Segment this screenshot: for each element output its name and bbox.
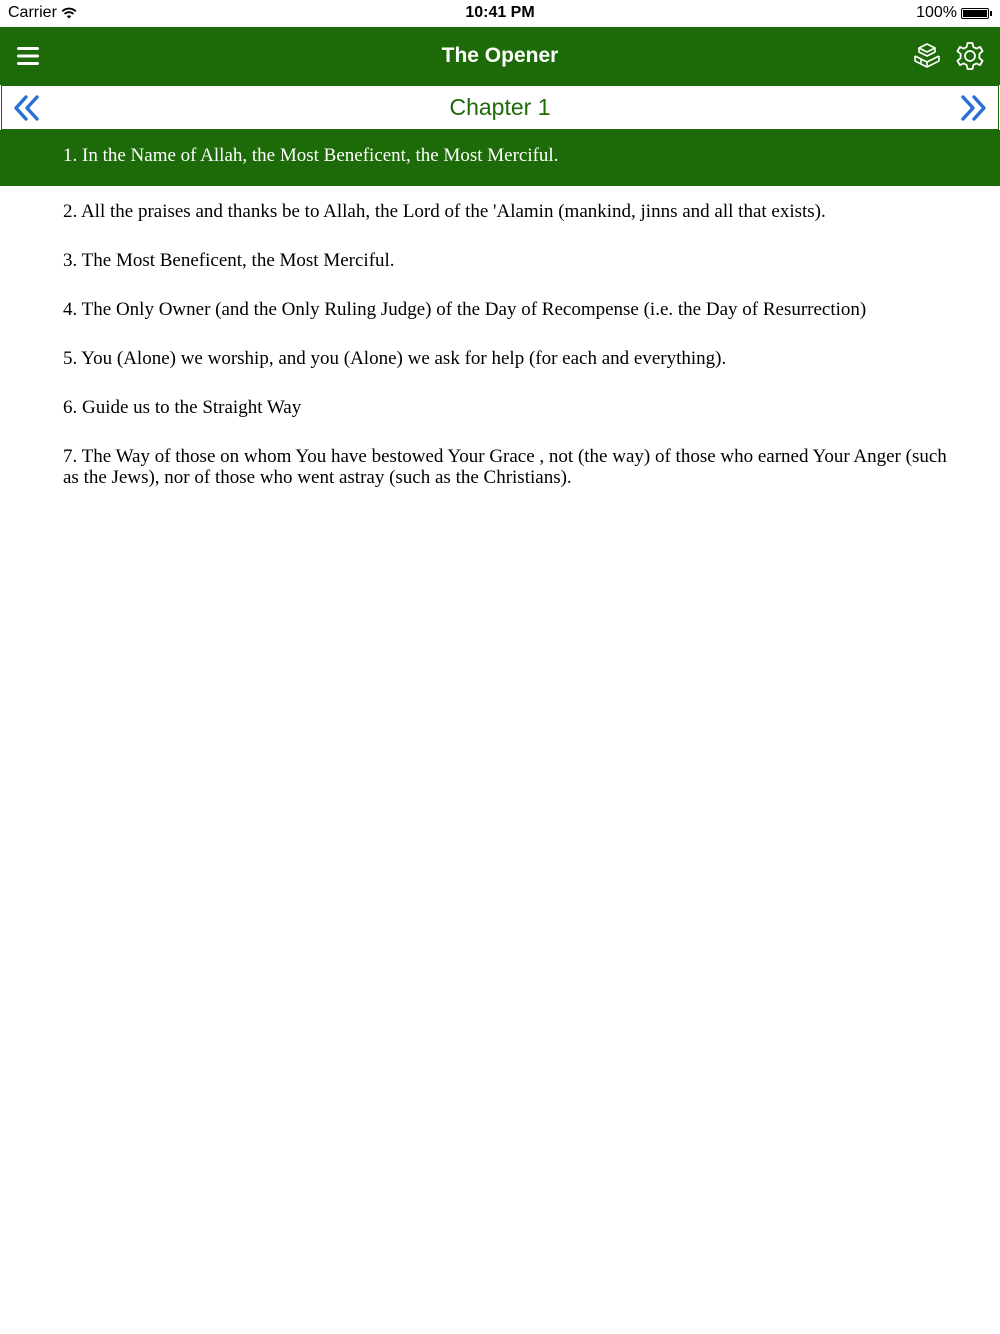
verse-item[interactable]: 4. The Only Owner (and the Only Ruling Judge) of the Day of Recompense (i.e. the Day of Resurrection) [63,299,867,320]
next-chapter-button[interactable] [959,94,987,122]
verse-item-selected[interactable]: 1. In the Name of Allah, the Most Beneficent, the Most Merciful. [0,130,1000,186]
verse-item[interactable]: 7. The Way of those on whom You have bestowed Your Grace , not (the way) of those who earned Your Anger (such as the Jews), nor of those who went astray (such as the Christians). [63,446,947,488]
status-bar [0,0,1000,27]
verse-item[interactable]: 6. Guide us to the Straight Way [63,397,302,418]
double-chevron-right-icon [959,94,987,122]
books-icon [911,40,943,72]
verse-item[interactable]: 5. You (Alone) we worship, and you (Alone) we ask for help (for each and everything). [63,348,727,369]
battery-percent: 100% [916,4,957,21]
battery-indicator [916,4,992,22]
verse-item[interactable]: 3. The Most Beneficent, the Most Merciful. [63,250,395,271]
verse-item[interactable]: 2. All the praises and thanks be to Allah, the Lord of the 'Alamin (mankind, jinns and all that exists). [63,201,826,222]
nav-bar [0,27,1000,85]
books-button[interactable] [911,40,943,72]
verse-list [0,130,1000,502]
battery-icon [961,8,989,19]
previous-chapter-button[interactable] [13,94,41,122]
status-time: 10:41 PM [465,4,535,21]
chapter-title: Chapter 1 [449,94,551,120]
gear-icon [954,40,986,72]
menu-button[interactable] [14,42,42,70]
double-chevron-left-icon [13,94,41,122]
settings-button[interactable] [954,40,986,72]
carrier-label: Carrier [8,4,57,21]
menu-icon [14,42,42,70]
page-title: The Opener [441,44,559,67]
chapter-navigator [1,85,999,130]
